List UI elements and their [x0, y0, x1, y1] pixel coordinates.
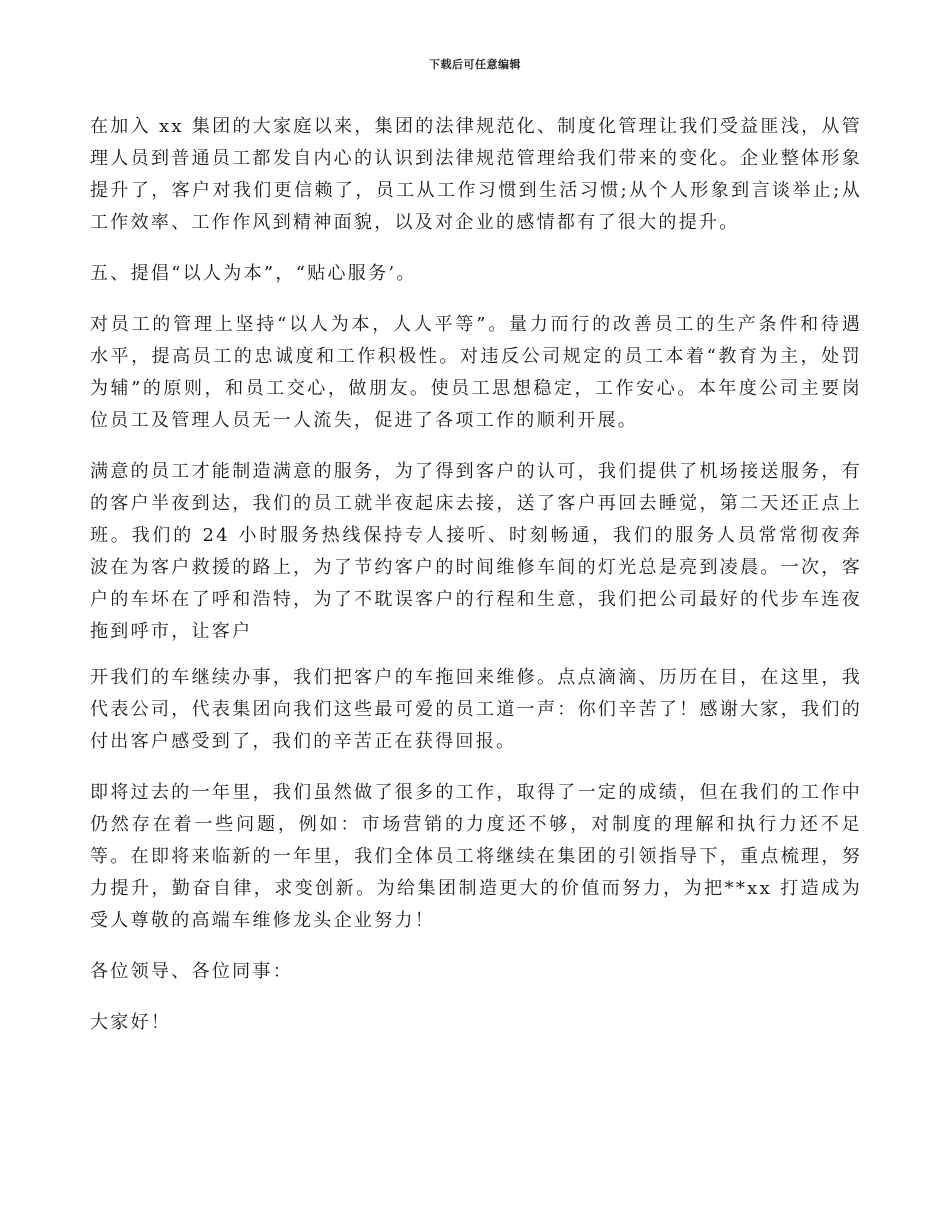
section-heading-people-first: 五、提倡“以人为本”，“贴心服务’。 [90, 263, 417, 284]
paragraph-thanks-staff: 开我们的车继续办事，我们把客户的车拖回来维修。点点滴滴、历历在目，在这里，我代表公司，代表集团向我们这些最可爱的员工道一声：你们辛苦了！感谢大家，我们的付出客户感受到了，我们的辛苦正在获得回报。 [90, 667, 862, 752]
paragraph-employee-management: 对员工的管理上坚持“以人为本，人人平等”。量力而行的改善员工的生产条件和待遇水平，提高员工的忠诚度和工作积极性。对违反公司规定的员工本着“教育为主，处罚为辅”的原则，和员工交心，做朋友。使员工思想稳定，工作安心。本年度公司主要岗位员工及管理人员无一人流失，促进了各项工作的顺利开展。 [90, 314, 862, 431]
document-body [90, 111, 862, 1058]
paragraph-customer-service: 满意的员工才能制造满意的服务，为了得到客户的认可，我们提供了机场接送服务，有的客户半夜到达，我们的员工就半夜起床去接，送了客户再回去睡觉，第二天还正点上班。我们的 24 小时服务热线保持专人接听、时刻畅通，我们的服务人员常常彻夜奔波在为客户救援的路上，为了节约客户的时间维修车间的灯光总是亮到凌晨。一次，客户的车坏在了呼和浩特，为了不耽误客户的行程和生意，我们把公司最好的代步车连夜拖到呼市，让客户 [90, 461, 862, 642]
salutation: 各位领导、各位同事： [90, 961, 293, 982]
greeting: 大家好！ [90, 1012, 172, 1033]
page-header: 下载后可任意编辑 [429, 58, 521, 71]
paragraph-group-management: 在加入 xx 集团的大家庭以来，集团的法律规范化、制度化管理让我们受益匪浅，从管理人员到普通员工都发自内心的认识到法律规范管理给我们带来的变化。企业整体形象提升了，客户对我们更信赖了，员工从工作习惯到生活习惯;从个人形象到言谈举止;从工作效率、工作作风到精神面貌，以及对企业的感情都有了很大的提升。 [90, 116, 862, 233]
paragraph-outlook: 即将过去的一年里，我们虽然做了很多的工作，取得了一定的成绩，但在我们的工作中仍然存在着一些问题，例如：市场营销的力度还不够，对制度的理解和执行力还不足等。在即将来临新的一年里，我们全体员工将继续在集团的引领指导下，重点梳理，努力提升，勤奋自律，求变创新。为给集团制造更大的价值而努力，为把**xx 打造成为受人尊敬的高端车维修龙头企业努力！ [90, 782, 862, 931]
